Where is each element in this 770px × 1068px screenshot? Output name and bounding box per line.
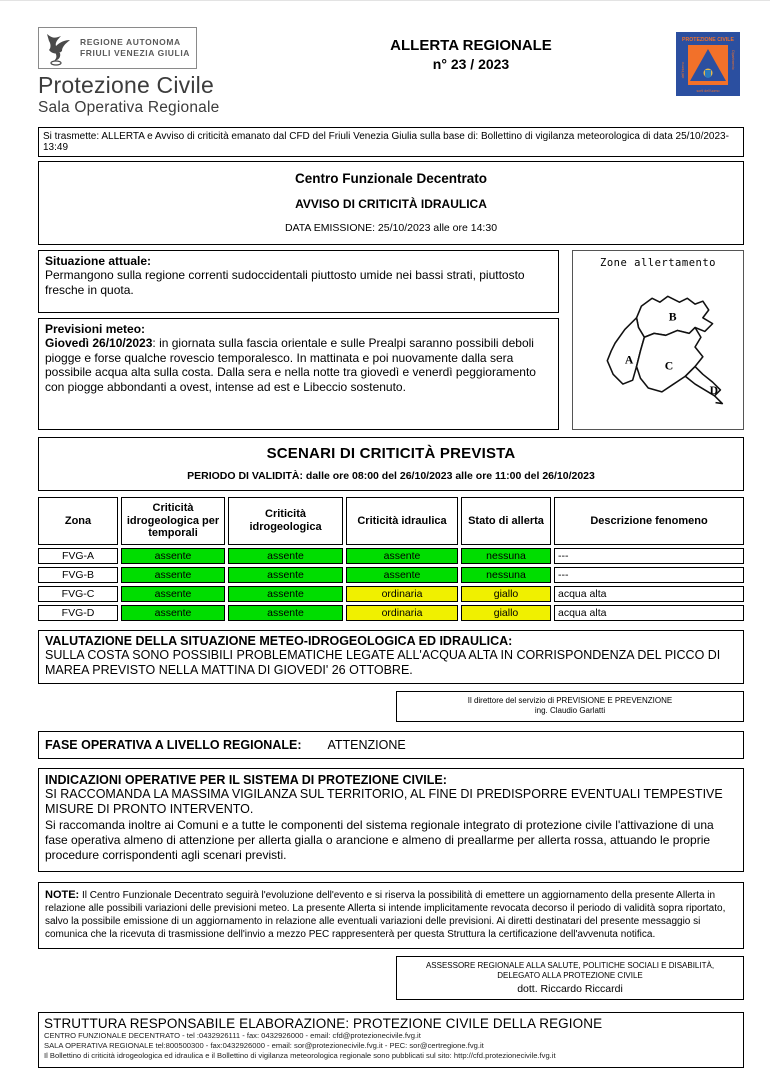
- svg-text:Dipartimento: Dipartimento: [731, 50, 735, 70]
- svg-text:sorti dell'uomo: sorti dell'uomo: [696, 89, 720, 93]
- cfd-section: [38, 161, 744, 245]
- signature-director: [396, 691, 744, 722]
- cfd-emission-date: DATA EMISSIONE: 25/10/2023 alle ore 14:30: [284, 222, 498, 234]
- criticality-table: [38, 497, 744, 621]
- region-name-line2: FRIULI VENEZIA GIULIA: [80, 48, 191, 58]
- situazione-attuale-section: [38, 250, 559, 313]
- scenari-section: [38, 437, 744, 491]
- table-cell: assente: [228, 605, 343, 621]
- footer-sor-contacts: SALA OPERATIVA REGIONALE tel:800500300 - fax:0432926000 - email: sor@protezionecivile.fvg.it - PEC: sor@certregione.fvg.it: [44, 1041, 484, 1051]
- fvg-eagle-icon: [41, 30, 75, 66]
- zone-label-d: D: [709, 383, 719, 397]
- fase-operativa-section: [38, 731, 744, 759]
- brand-subtitle: Sala Operativa Regionale: [38, 99, 220, 116]
- region-brand: [38, 27, 266, 117]
- document-title: [266, 27, 676, 72]
- table-cell: nessuna: [461, 548, 551, 564]
- cfd-subtitle: AVVISO DI CRITICITÀ IDRAULICA: [295, 197, 487, 211]
- col-header-stato-allerta: Stato di allerta: [461, 497, 551, 545]
- document-header: [38, 27, 744, 117]
- col-header-zona: Zona: [38, 497, 118, 545]
- zone-allertamento-panel: [572, 250, 744, 430]
- table-cell-description: ---: [554, 548, 744, 564]
- previsioni-text: : in giornata sulla fascia orientale e sulle Prealpi saranno possibili deboli piogge e forse qualche rovescio temporalesco. In mattinata e poi nuovamente dalla sera possibile acqua alta sulla costa. Dalla sera e nella notte tra giovedì e venerdì peggioramento con piogge abbondanti a ovest, intense ad est e Libeccio sostenuto.: [45, 336, 536, 394]
- footer-section: [38, 1012, 744, 1068]
- region-logo: [38, 27, 197, 69]
- col-header-idro-temporali: Criticità idrogeologica per temporali: [121, 497, 225, 545]
- title-line1: ALLERTA REGIONALE: [390, 37, 552, 54]
- table-cell: giallo: [461, 605, 551, 621]
- transmit-line: Si trasmette: ALLERTA e Avviso di criticità emanato dal CFD del Friuli Venezia Giulia sulla base di: Bollettino di vigilanza meteorologica di data 25/10/2023-13:49: [38, 127, 744, 157]
- table-cell-description: acqua alta: [554, 586, 744, 602]
- note-text: Il Centro Funzionale Decentrato seguirà l'evoluzione dell'evento e si riserva la possibilità di emettere un aggiornamento della presente Allerta in relazione alle possibili variazioni delle previsioni meteo. La presente Allerta si intende implicitamente revocata decorso il periodo di validità sopra riportato, salvo la possibile emissione di un aggiornamento in relazione alle eventuali variazioni delle previsioni. Ai diretti destinatari del presente messaggio si comunica che la ricevuta di trasmissione dell'invio a mezzo PEC rappresenterà per questa Struttura la certificazione dell'avvenuta notifica.: [45, 889, 726, 941]
- table-cell: assente: [121, 548, 225, 564]
- table-cell: ordinaria: [346, 586, 458, 602]
- valutazione-section: [38, 630, 744, 684]
- table-row-zone: FVG-B: [38, 567, 118, 583]
- brand-title: Protezione Civile: [38, 72, 214, 98]
- footer-title: STRUTTURA RESPONSABILE ELABORAZIONE: PROTEZIONE CIVILE DELLA REGIONE: [44, 1015, 603, 1031]
- previsioni-meteo-section: [38, 318, 559, 430]
- table-cell: nessuna: [461, 567, 551, 583]
- note-section: [38, 882, 744, 949]
- table-row-zone: FVG-C: [38, 586, 118, 602]
- col-header-descrizione: Descrizione fenomeno: [554, 497, 744, 545]
- table-cell: assente: [346, 548, 458, 564]
- table-cell: assente: [228, 586, 343, 602]
- signature-assessore-role2: DELEGATO ALLA PROTEZIONE CIVILE: [497, 971, 643, 981]
- fase-operativa-label: FASE OPERATIVA A LIVELLO REGIONALE:: [45, 737, 302, 752]
- zone-map-title: Zone allertamento: [600, 257, 716, 269]
- table-cell: assente: [121, 605, 225, 621]
- footer-site-info: Il Bollettino di criticità idrogeologica ed idraulica e il Bollettino di vigilanza meteorologica regionale sono pubblicati sul sito: http://cfd.protezionecivile.fvg.it: [44, 1051, 556, 1061]
- situazione-text: Permangono sulla regione correnti sudoccidentali piuttosto umide nei bassi strati, piuttosto fresche in quota.: [45, 268, 525, 297]
- signature-director-role: Il direttore del servizio di PREVISIONE E PREVENZIONE: [467, 696, 673, 705]
- protezione-civile-logo: [676, 32, 740, 101]
- col-header-idrogeologica: Criticità idrogeologica: [228, 497, 343, 545]
- situazione-label: Situazione attuale:: [45, 254, 152, 268]
- scenari-validity: PERIODO DI VALIDITÀ: dalle ore 08:00 del 26/10/2023 alle ore 11:00 del 26/10/2023: [187, 470, 595, 482]
- table-cell: assente: [228, 567, 343, 583]
- previsioni-day: Giovedì 26/10/2023: [45, 336, 153, 350]
- svg-text:dell'Interno: dell'Interno: [681, 61, 685, 79]
- zone-label-b: B: [668, 310, 677, 324]
- table-cell: assente: [346, 567, 458, 583]
- signature-assessore-name: dott. Riccardo Riccardi: [517, 982, 623, 995]
- signature-assessore: [396, 956, 744, 1000]
- table-cell: giallo: [461, 586, 551, 602]
- zone-label-c: C: [664, 359, 674, 373]
- pc-logo-top-text: PROTEZIONE CIVILE: [682, 37, 734, 43]
- table-cell: assente: [121, 567, 225, 583]
- cfd-title: Centro Funzionale Decentrato: [294, 171, 488, 186]
- fase-operativa-value: ATTENZIONE: [327, 737, 406, 752]
- region-name-line1: REGIONE AUTONOMA: [80, 37, 181, 48]
- signature-assessore-role1: ASSESSORE REGIONALE ALLA SALUTE, POLITICHE SOCIALI E DISABILITÀ,: [425, 961, 715, 971]
- table-cell-description: acqua alta: [554, 605, 744, 621]
- indicazioni-normal-text: Si raccomanda inoltre ai Comuni e a tutte le componenti del sistema regionale integrato di protezione civile l'attivazione di una fase operativa almeno di attenzione per allerta gialla o arancione e almeno di preallarme per allerta rossa, attuando le proprie procedure corrispondenti agli scenari previsti.: [45, 817, 714, 862]
- indicazioni-upper-text: SI RACCOMANDA LA MASSIMA VIGILANZA SUL TERRITORIO, AL FINE DI PREDISPORRE EVENTUALI TEMPESTIVE MISURE DI PRONTO INTERVENTO.: [45, 786, 723, 816]
- indicazioni-section: [38, 768, 744, 872]
- table-cell: assente: [121, 586, 225, 602]
- table-cell: ordinaria: [346, 605, 458, 621]
- zone-label-a: A: [624, 353, 634, 367]
- previsioni-label: Previsioni meteo:: [45, 322, 146, 336]
- signature-director-name: ing. Claudio Garlatti: [534, 706, 606, 716]
- zone-map: [580, 273, 736, 423]
- footer-cfd-contacts: CENTRO FUNZIONALE DECENTRATO - tel :0432926111 - fax: 0432926000 - email: cfd@protezionecivile.fvg.it: [44, 1030, 421, 1040]
- scenari-title: SCENARI DI CRITICITÀ PREVISTA: [266, 445, 516, 462]
- title-line2: n° 23 / 2023: [432, 56, 510, 72]
- table-row-zone: FVG-A: [38, 548, 118, 564]
- alert-document: [38, 27, 744, 1068]
- table-cell-description: ---: [554, 567, 744, 583]
- valutazione-text: SULLA COSTA SONO POSSIBILI PROBLEMATICHE LEGATE ALL'ACQUA ALTA IN CORRISPONDENZA DEL PICCO DI MAREA PREVISTO NELLA MATTINA DI GIOVEDI' 26 OTTOBRE.: [45, 648, 721, 677]
- indicazioni-title: INDICAZIONI OPERATIVE PER IL SISTEMA DI PROTEZIONE CIVILE:: [45, 772, 447, 787]
- valutazione-title: VALUTAZIONE DELLA SITUAZIONE METEO-IDROGEOLOGICA ED IDRAULICA:: [45, 634, 513, 648]
- table-row-zone: FVG-D: [38, 605, 118, 621]
- note-label: NOTE:: [45, 888, 80, 901]
- col-header-idraulica: Criticità idraulica: [346, 497, 458, 545]
- table-cell: assente: [228, 548, 343, 564]
